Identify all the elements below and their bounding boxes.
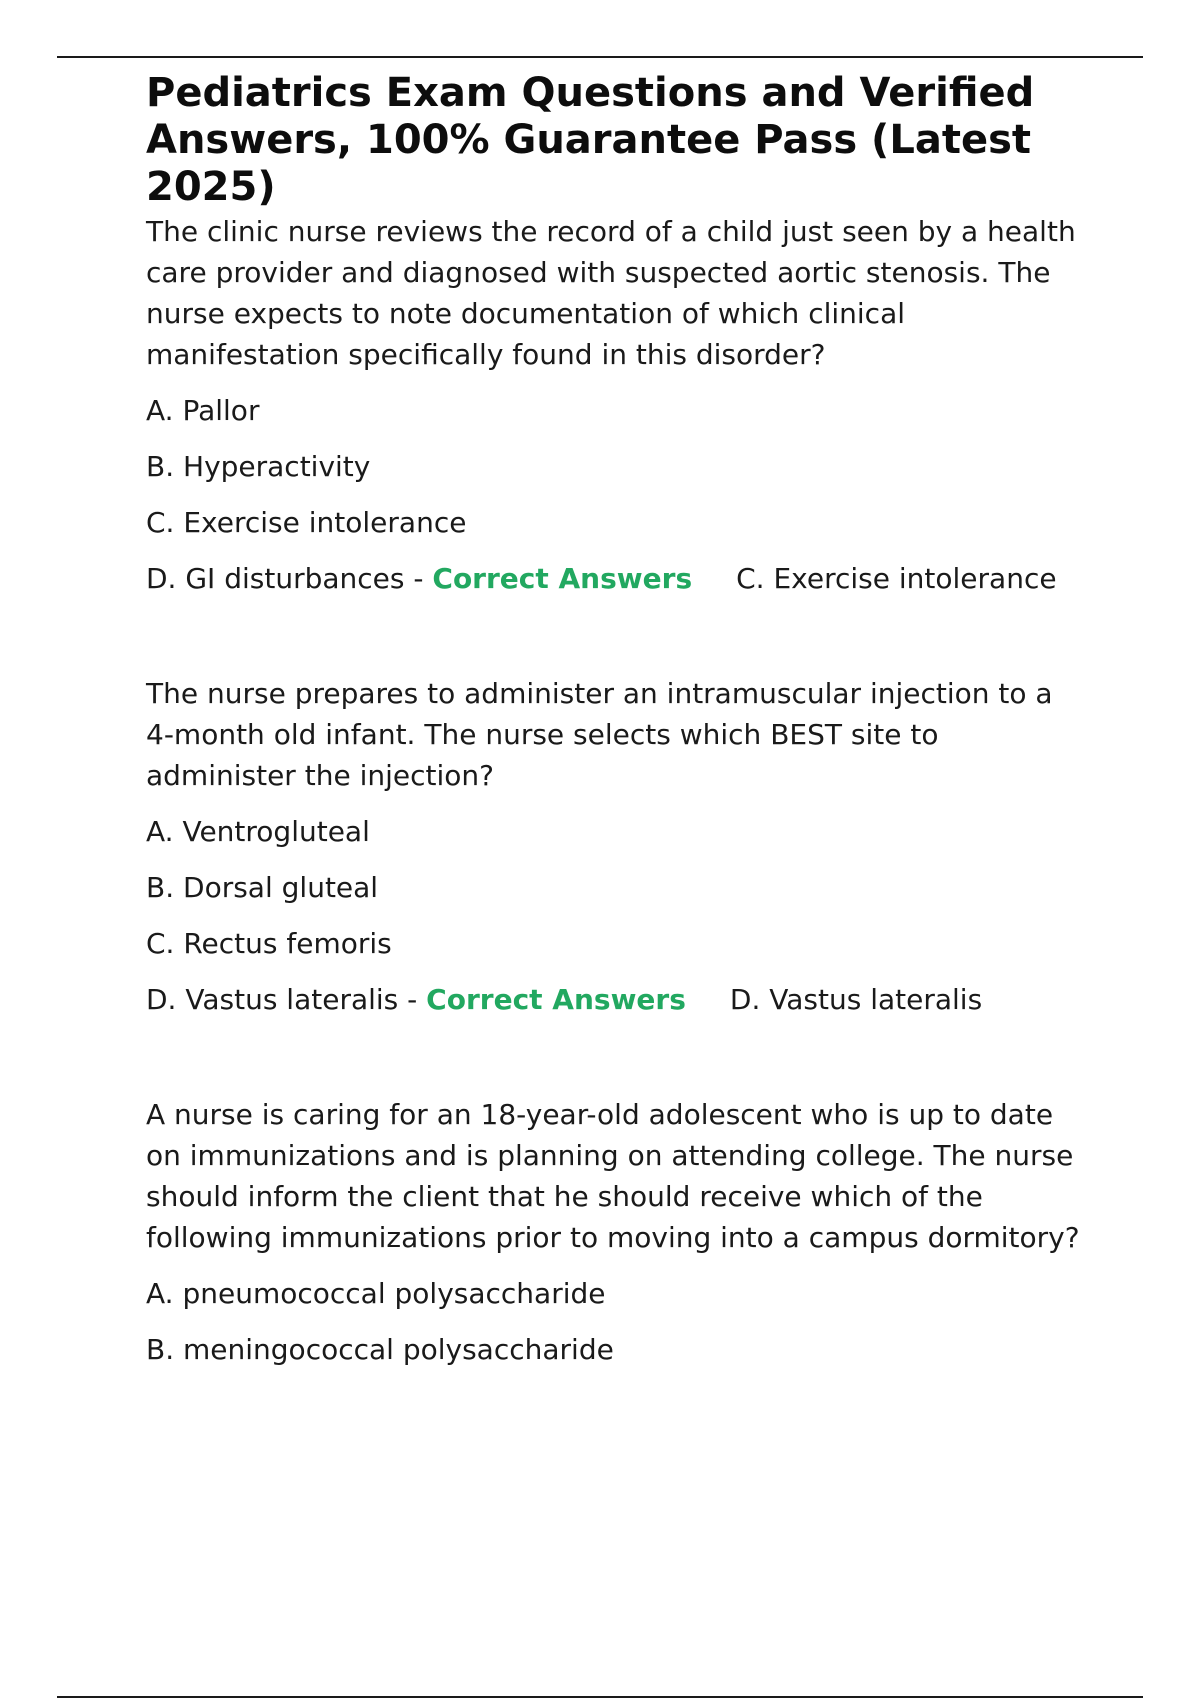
question-text-1: The clinic nurse reviews the record of a child just seen by a health care provider and diagnosed with suspected aortic stenosis. The nurse expects to note documentation of which clinical manifestation specifically found in this disorder? [146,215,1076,371]
document-body [146,70,1086,1370]
correct-answers-label-1: Correct Answers [432,562,693,595]
answer-line-2 [146,979,1086,1020]
question-text-3: A nurse is caring for an 18-year-old adolescent who is up to date on immunizations and is planning on attending college. The nurse should inform the client that he should receive which of the following immunizations prior to moving into a campus dormitory? [146,1098,1080,1254]
option-2c: C. Rectus femoris [146,927,392,960]
document-title: Pediatrics Exam Questions and Verified Answers, 100% Guarantee Pass (Latest 2025) [146,70,1035,210]
option-2b: B. Dorsal gluteal [146,871,379,904]
bottom-rule [57,1696,1143,1698]
option-3a: A. pneumococcal polysaccharide [146,1277,606,1310]
answer-line-1 [146,558,1086,599]
option-1a: A. Pallor [146,394,260,427]
correct-answers-label-2: Correct Answers [426,983,686,1016]
option-1b: B. Hyperactivity [146,450,371,483]
question-text-2: The nurse prepares to administer an intramuscular injection to a 4-month old infant. The nurse selects which BEST site to administer the injection? [146,677,1053,792]
option-1c: C. Exercise intolerance [146,506,467,539]
question-block-2 [146,673,1086,1020]
top-rule [57,56,1143,58]
option-2d: D. Vastus lateralis - [146,983,418,1016]
answer-value-2: D. Vastus lateralis [729,983,983,1016]
question-block-3 [146,1094,1086,1370]
option-3b: B. meningococcal polysaccharide [146,1333,614,1366]
question-block-1 [146,211,1086,599]
option-2a: A. Ventrogluteal [146,815,370,848]
option-1d: D. GI disturbances - [146,562,424,595]
answer-value-1: C. Exercise intolerance [736,562,1057,595]
